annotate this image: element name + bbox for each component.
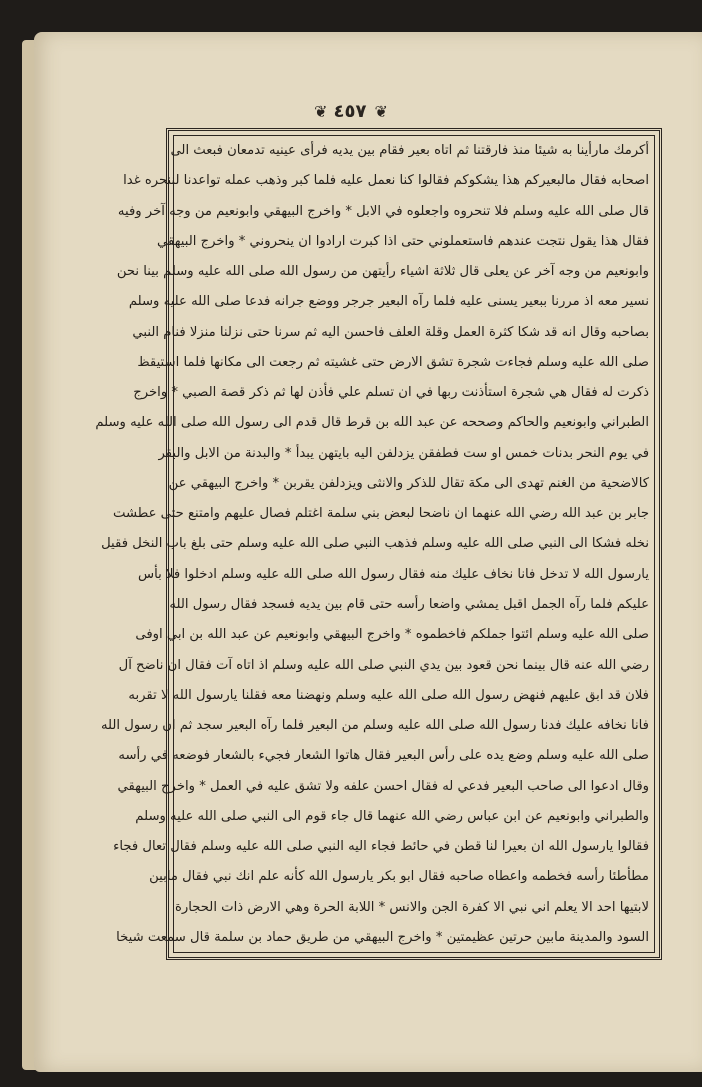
text-line: جابر بن عبد الله رضي الله عنهما ان ناضحا لبعض بني سلمة اغتلم فصال عليهم وامتنع حتى عطشت [113, 506, 649, 522]
text-line: قال صلى الله عليه وسلم فلا تنحروه واجعلوه في الابل * واخرج البيهقي وابونعيم من وجه آخر وفيه [117, 203, 649, 219]
text-line: في يوم النحر بدنات خمس او ست فطفقن يزدلفن اليه بايتهن يبدأ * والبدنة من الابل والبقر [158, 445, 649, 461]
text-line: صلى الله عليه وسلم فجاءت شجرة تشق الارض حتى غشيته ثم رجعت الى مكانها فلما استيقظ [137, 354, 649, 370]
text-line: السود والمدينة مابين حرتين عظيمتين * واخرج البيهقي من طريق حماد بن سلمة قال سمعت شيخا [116, 929, 649, 945]
text-line: كالاضحية من الغنم تهدى الى مكة تقال للذكر والانثى ويزدلفن يقربن * واخرج البيهقي عن [168, 475, 649, 491]
text-line: مطأطئا رأسه فخطمه واعطاه صاحبه فقال ابو بكر يارسول الله كأنه علم انك نبي فقال مابين [149, 869, 649, 885]
text-line: رضي الله عنه قال بينما نحن قعود بين يدي النبي صلى الله عليه وسلم اذ اتاه آت فقال ان ناضح آل [118, 657, 649, 673]
text-line: لابتيها احد الا يعلم اني نبي الا كفرة الجن والانس * اللابة الحرة وهي الارض ذات الحجارة [174, 899, 649, 915]
text-line: نسير معه اذ مررنا ببعير يسنى عليه فلما رآه البعير جرجر ووضع جرانه فدعا صلى الله عليه وسلم [128, 294, 649, 310]
text-line: يارسول الله لا تدخل فانا نخاف عليك منه فقال رسول الله صلى الله عليه وسلم ادخلوا فلا بأس [138, 566, 649, 582]
text-line: فقالوا يارسول الله ان بعيرا لنا قطن في حائط فجاء اليه النبي صلى الله عليه وسلم فقال تعال فجاء [113, 839, 649, 855]
text-line: الطبراني وابونعيم والحاكم وصححه عن عبد الله بن قرط قال قدم الى رسول الله صلى الله عليه وسلم [95, 415, 649, 431]
text-line: صلى الله عليه وسلم ائتوا جملكم فاخطموه * واخرج البيهقي وابونعيم عن عبد الله بن ابي اوفى [135, 627, 649, 643]
text-line: بصاحبه وقال انه قد شكا كثرة العمل وقلة العلف فاحسن اليه ثم سرنا حتى نزلنا منزلا فنام النبي [132, 324, 649, 340]
text-line: وقال ادعوا الى صاحب البعير فدعي له فقال احسن علفه ولا تشق عليه في العمل * واخرج البيهقي [117, 778, 649, 794]
body-text [95, 137, 649, 951]
page-header [0, 98, 700, 124]
text-line: فقال هذا يقول نتجت عندهم فاستعملوني حتى اذا كبرت ارادوا ان ينحروني * واخرج البيهقي [157, 233, 649, 249]
text-line: وابونعيم من وجه آخر عن يعلى قال ثلاثة اشياء رأيتهن من رسول الله صلى الله عليه وسلم بينا نحن [116, 264, 649, 280]
text-line: اصحابه فقال مالبعيركم هذا يشكوكم فقالوا كنا نعمل عليه فلما كبر وذهب عمله تواعدنا لننحره غدا [123, 173, 649, 189]
text-line: فلان قد ابق عليهم فنهض رسول الله صلى الله عليه وسلم ونهضنا معه فقلنا يارسول الله لا تقربه [128, 687, 649, 703]
text-line: والطبراني وابونعيم عن ابن عباس رضي الله عنهما قال جاء قوم الى النبي صلى الله عليه وسلم [135, 808, 649, 824]
text-frame [95, 128, 662, 960]
text-line: ذكرت له فقال هي شجرة استأذنت ربها في ان تسلم علي فأذن لها ثم ذكر قصة الصبي * واخرج [133, 385, 649, 401]
page-number: ٤٥٧ [333, 100, 367, 122]
text-line: أكرمك مارأينا به شيئا منذ فارقتنا ثم اتاه بعير فقام بين يديه فرأى عينيه تدمعان فبعث الى [170, 143, 649, 158]
ornament-right-icon: ❦ [374, 101, 386, 121]
text-line: نخله فشكا الى النبي صلى الله عليه وسلم فذهب النبي صلى الله عليه وسلم حتى بلغ باب النخل فقيل [101, 536, 649, 552]
ornament-left-icon: ❦ [314, 101, 326, 121]
text-line: فانا نخافه عليك فدنا رسول الله صلى الله عليه وسلم من البعير فلما رآه البعير سجد ثم ان رسول الله [100, 718, 649, 734]
text-line: عليكم فلما رآه الجمل اقبل يمشي واضعا رأسه حتى قام بين يديه فسجد فقال رسول الله [169, 596, 649, 612]
text-line: صلى الله عليه وسلم وضع يده على رأس البعير فقال هاتوا الشعار فجيء بالشعار فوضعه في رأسه [118, 748, 649, 764]
